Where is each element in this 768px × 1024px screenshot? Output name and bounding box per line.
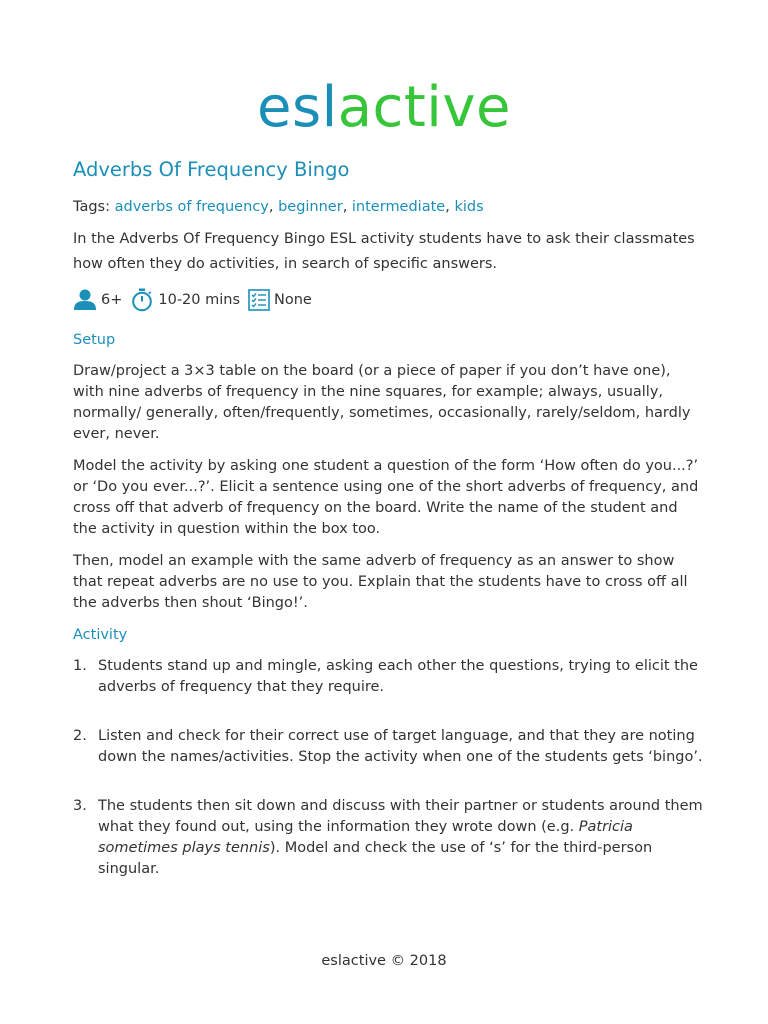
activity-meta <box>73 287 703 313</box>
logo-active: active <box>337 75 511 140</box>
tag-separator: , <box>445 199 450 215</box>
tag-link-beginner[interactable]: beginner <box>278 199 343 215</box>
intro-text: In the Adverbs Of Frequency Bingo ESL activity students have to ask their classmates how often they do activities, in search of specific answers. <box>73 231 695 272</box>
article <box>73 154 703 908</box>
meta-age <box>73 289 122 311</box>
step-number: 1. <box>73 658 87 674</box>
step-text: Students stand up and mingle, asking each other the questions, trying to elicit the adverbs of frequency that they require. <box>98 658 698 695</box>
step-text: Listen and check for their correct use of target language, and that they are noting down the names/activities. Stop the activity when one of the students gets ‘bingo’. <box>98 728 703 765</box>
step-text-before: The students then sit down and discuss with their partner or students around them what they found out, using the information they wrote down (e.g. <box>98 798 703 835</box>
logo-esl: esl <box>257 75 338 140</box>
site-logo[interactable] <box>0 72 768 144</box>
footer-copyright: eslactive © 2018 <box>321 953 447 969</box>
tags-line <box>73 196 703 218</box>
activity-heading: Activity <box>73 627 128 643</box>
activity-steps <box>73 656 703 880</box>
checklist-icon <box>248 289 274 311</box>
person-icon <box>73 289 101 311</box>
tag-link-adverbs-of-frequency[interactable]: adverbs of frequency <box>114 199 269 215</box>
list-item <box>73 796 703 880</box>
setup-paragraph: Then, model an example with the same adverb of frequency as an answer to show that repeat adverbs are no use to you. Explain that the students have to cross off all the adverbs then shout ‘Bingo!’. <box>73 553 688 611</box>
list-item <box>73 726 703 768</box>
meta-time <box>130 288 240 312</box>
meta-materials <box>248 289 312 311</box>
tag-separator: , <box>342 199 348 215</box>
step-text-after: ). Model and check the use of ‘s’ for the third-person singular. <box>98 840 653 877</box>
list-item <box>73 656 703 698</box>
step-number: 3. <box>73 798 87 814</box>
setup-paragraph: Model the activity by asking one student a question of the form ‘How often do you...?’ or ‘Do you ever...?’. Elicit a sentence using one of the short adverbs of frequency, and cross off that adverb of frequency on the board. Write the name of the student and the activity in question within the box too. <box>73 458 699 537</box>
meta-materials-value: None <box>274 292 312 308</box>
step-text <box>98 798 703 877</box>
tag-link-intermediate[interactable]: intermediate <box>351 199 446 215</box>
setup-paragraph: Draw/project a 3×3 table on the board (or a piece of paper if you don’t have one), with nine adverbs of frequency in the nine squares, for example; always, usually, normally/ generally, often/frequently, sometimes, occasionally, rarely/seldom, hardly ever, never. <box>73 363 691 442</box>
setup-heading: Setup <box>73 332 116 348</box>
step-number: 2. <box>73 728 87 744</box>
meta-age-value: 6+ <box>101 292 123 308</box>
step-example-italic: Patricia sometimes plays tennis <box>98 819 633 856</box>
stopwatch-icon <box>130 288 158 312</box>
meta-time-value: 10-20 mins <box>158 292 241 308</box>
page-title: Adverbs Of Frequency Bingo <box>73 158 350 181</box>
tag-link-kids[interactable]: kids <box>454 199 484 215</box>
tags-label: Tags: <box>73 199 110 215</box>
tag-separator: , <box>268 199 274 215</box>
